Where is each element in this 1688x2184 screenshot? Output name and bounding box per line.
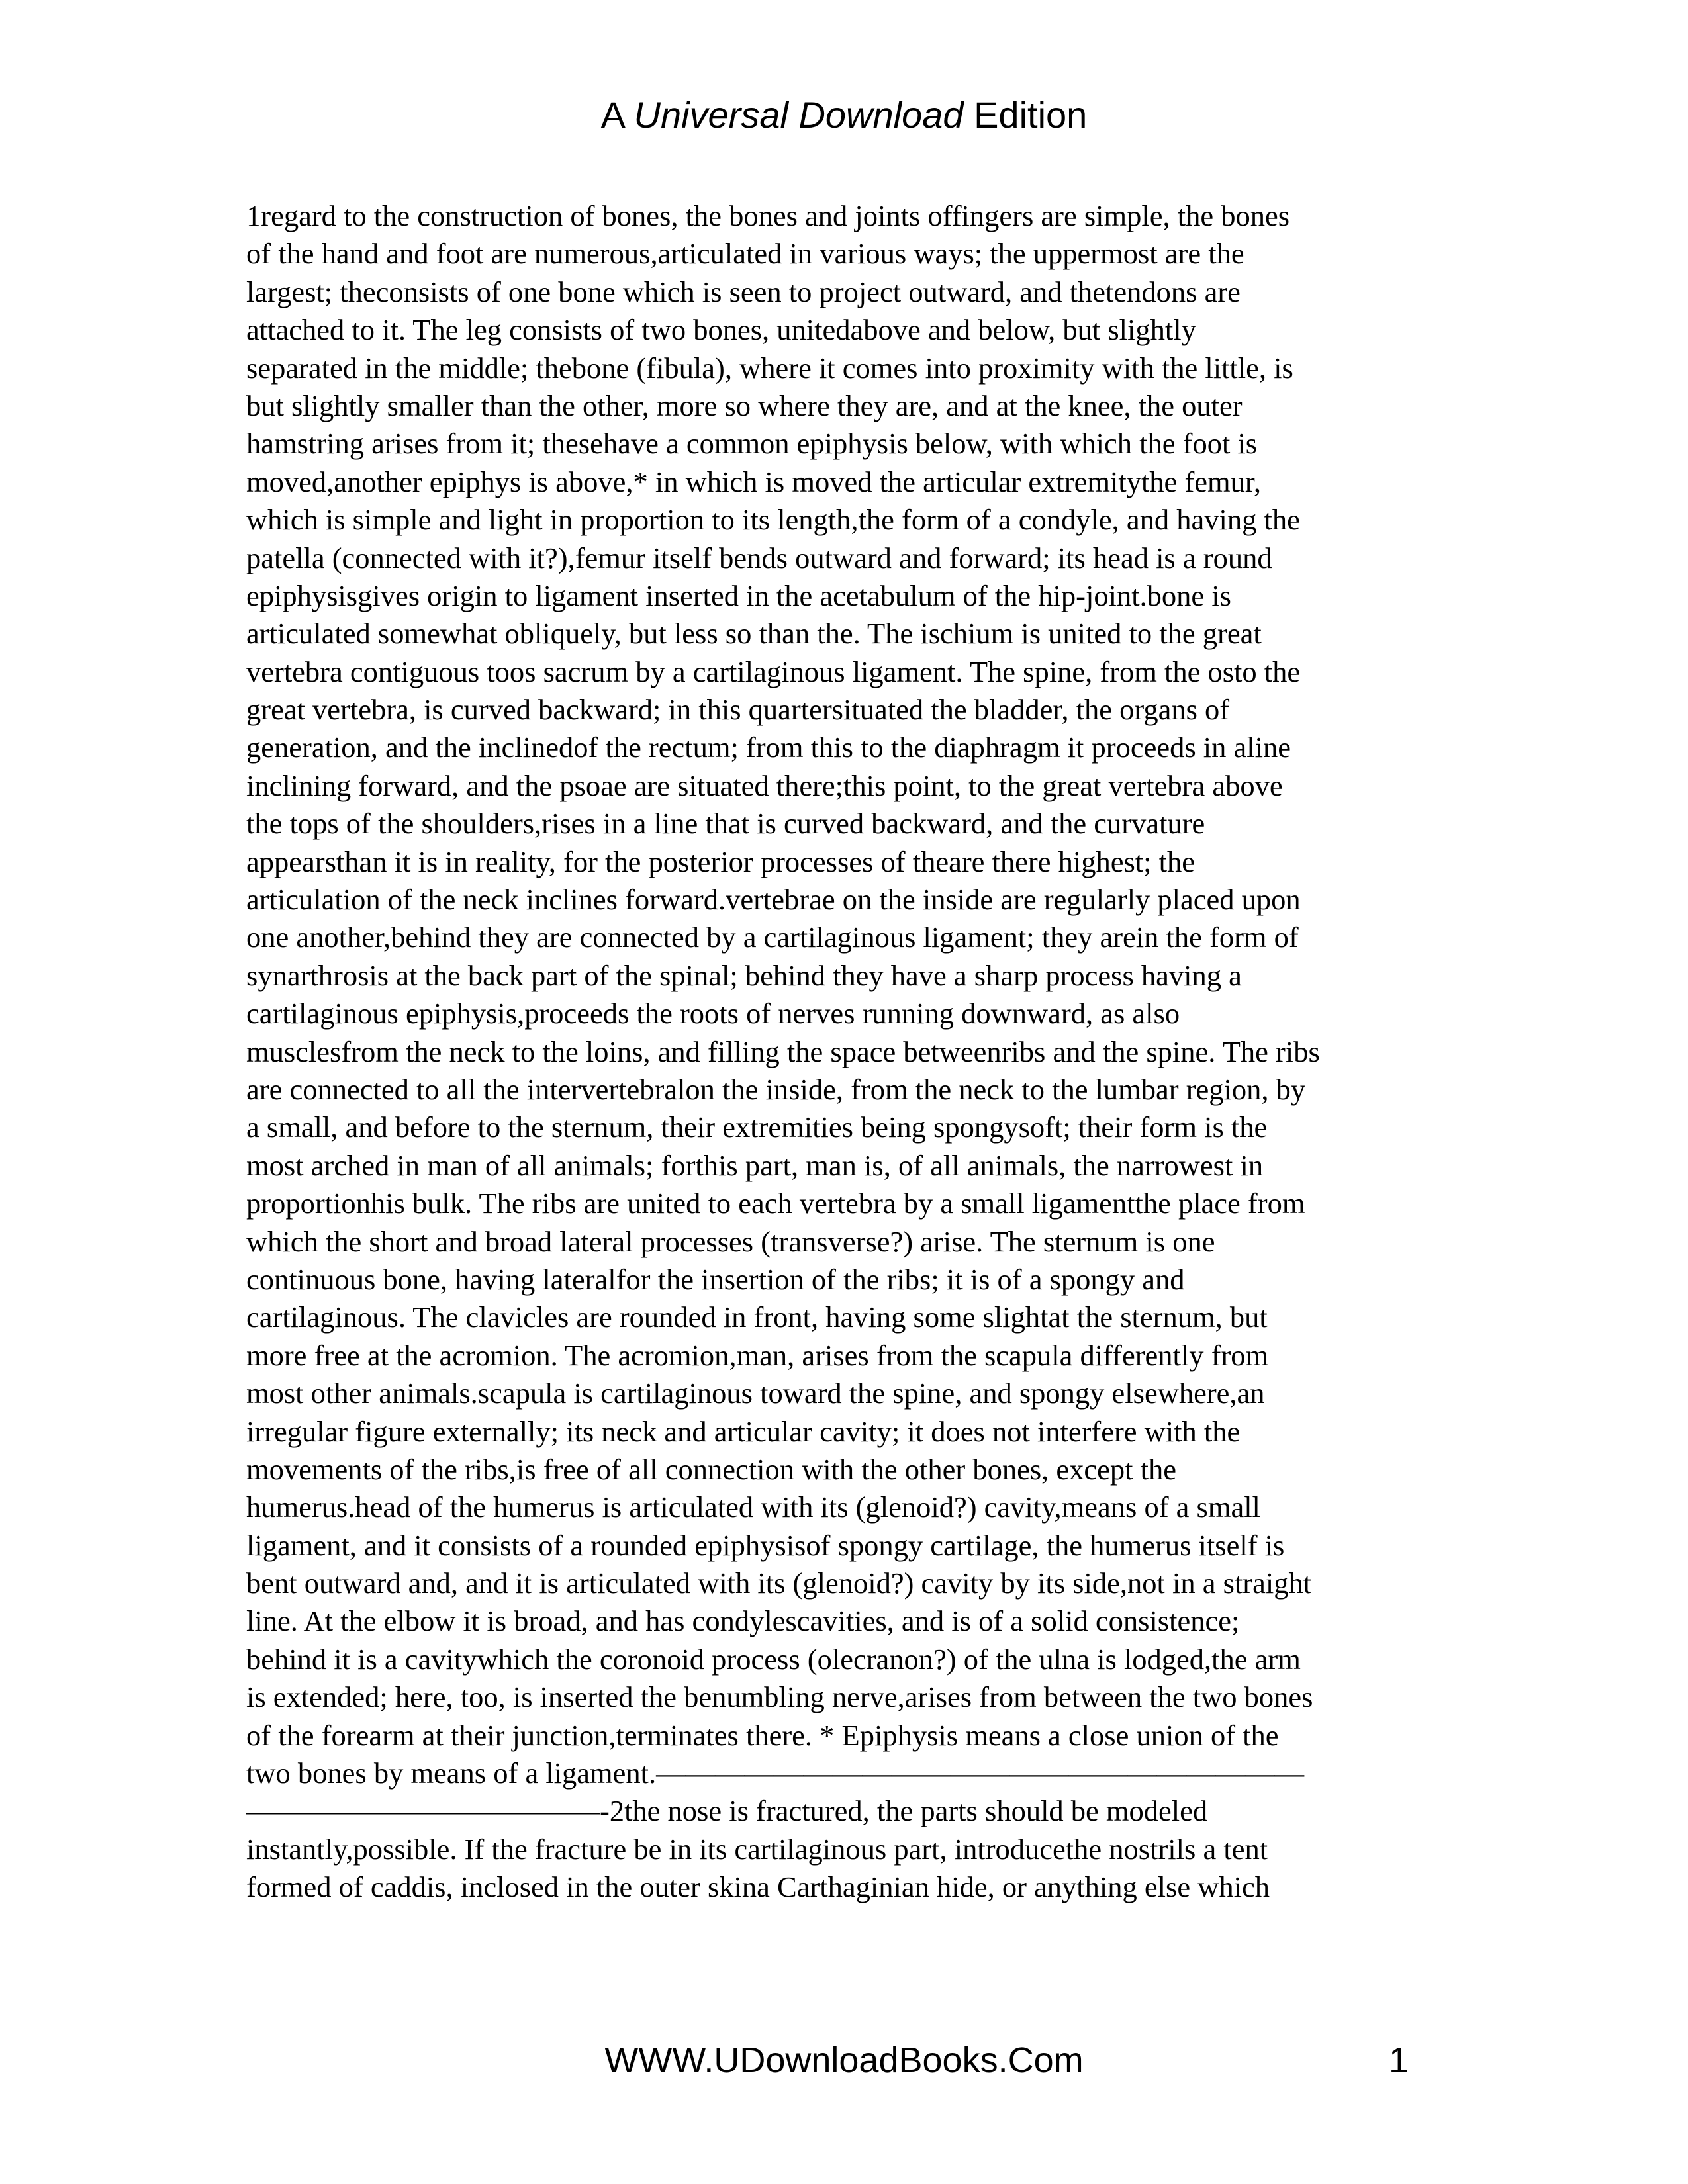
body-line: great vertebra, is curved backward; in this quartersituated the bladder, the organs of [246, 693, 1230, 727]
footer-website: WWW.UDownloadBooks.Com [604, 2040, 1084, 2080]
body-line: of the hand and foot are numerous,articulated in various ways; the uppermost are the [246, 237, 1244, 271]
body-line: hamstring arises from it; thesehave a common epiphysis below, with which the foot is [246, 427, 1258, 461]
body-line: are connected to all the intervertebralon the inside, from the neck to the lumbar region, by [246, 1072, 1306, 1106]
header-suffix: Edition [963, 94, 1088, 136]
body-line: articulation of the neck inclines forward.vertebrae on the inside are regularly placed upon [246, 883, 1301, 917]
body-line: ligament, and it consists of a rounded epiphysisof spongy cartilage, the humerus itself is [246, 1528, 1285, 1562]
body-line: instantly,possible. If the fracture be in its cartilaginous part, introducethe nostrils a tent [246, 1832, 1268, 1866]
body-line: irregular figure externally; its neck and articular cavity; it does not interfere with the [246, 1414, 1241, 1448]
body-line: humerus.head of the humerus is articulated with its (glenoid?) cavity,means of a small [246, 1490, 1260, 1524]
body-line: but slightly smaller than the other, more so where they are, and at the knee, the outer [246, 388, 1243, 422]
body-line: appearsthan it is in reality, for the posterior processes of theare there highest; the [246, 844, 1195, 878]
body-line: synarthrosis at the back part of the spinal; behind they have a sharp process having a [246, 958, 1242, 992]
body-line: movements of the ribs,is free of all connection with the other bones, except the [246, 1452, 1177, 1486]
body-line: of the forearm at their junction,terminates there. * Epiphysis means a close union of the [246, 1718, 1279, 1752]
header-prefix: A [600, 94, 634, 136]
body-line: separated in the middle; thebone (fibula), where it comes into proximity with the little, is [246, 351, 1293, 385]
body-line: behind it is a cavitywhich the coronoid process (olecranon?) of the ulna is lodged,the arm [246, 1642, 1301, 1676]
body-line: is extended; here, too, is inserted the benumbling nerve,arises from between the two bones [246, 1680, 1313, 1714]
body-line: bent outward and, and it is articulated with its (glenoid?) cavity by its side,not in a straight [246, 1567, 1312, 1600]
body-line: 1regard to the construction of bones, the bones and joints offingers are simple, the bones [246, 199, 1290, 232]
body-line: which is simple and light in proportion to its length,the form of a condyle, and having the [246, 503, 1300, 537]
body-line: ————————————-2the nose is fractured, the parts should be modeled [246, 1794, 1208, 1828]
body-line: inclining forward, and the psoae are situated there;this point, to the great vertebra above [246, 768, 1283, 802]
body-line: formed of caddis, inclosed in the outer skina Carthaginian hide, or anything else which [246, 1870, 1270, 1904]
body-line: cartilaginous. The clavicles are rounded in front, having some slightat the sternum, but [246, 1300, 1268, 1334]
body-line: moved,another epiphys is above,* in which is moved the articular extremitythe femur, [246, 465, 1262, 498]
body-line: a small, and before to the sternum, their extremities being spongysoft; their form is the [246, 1111, 1268, 1144]
body-line: proportionhis bulk. The ribs are united to each vertebra by a small ligamentthe place from [246, 1187, 1305, 1220]
body-line: generation, and the inclinedof the rectum; from this to the diaphragm it proceeds in aline [246, 731, 1291, 764]
page-header [0, 93, 1688, 137]
body-line: the tops of the shoulders,rises in a line that is curved backward, and the curvature [246, 807, 1205, 841]
header-italic-title: Universal Download [633, 94, 964, 136]
body-line: more free at the acromion. The acromion,man, arises from the scapula differently from [246, 1338, 1269, 1372]
body-line: articulated somewhat obliquely, but less so than the. The ischium is united to the great [246, 617, 1262, 651]
body-line: largest; theconsists of one bone which is seen to project outward, and thetendons are [246, 275, 1241, 308]
body-line: epiphysisgives origin to ligament inserted in the acetabulum of the hip-joint.bone is [246, 578, 1231, 612]
body-line: line. At the elbow it is broad, and has condylescavities, and is of a solid consistence; [246, 1604, 1240, 1638]
body-line: two bones by means of a ligament.—————————————————————— [246, 1756, 1305, 1790]
body-line: vertebra contiguous toos sacrum by a cartilaginous ligament. The spine, from the osto the [246, 655, 1301, 688]
page-number: 1 [1389, 2040, 1409, 2080]
body-line: one another,behind they are connected by a cartilaginous ligament; they arein the form of [246, 921, 1299, 954]
body-line: attached to it. The leg consists of two bones, unitedabove and below, but slightly [246, 313, 1196, 347]
body-line: continuous bone, having lateralfor the insertion of the ribs; it is of a spongy and [246, 1262, 1185, 1296]
body-line: which the short and broad lateral processes (transverse?) arise. The sternum is one [246, 1224, 1215, 1258]
page-body-text [246, 197, 1471, 1907]
body-line: musclesfrom the neck to the loins, and filling the space betweenribs and the spine. The ribs [246, 1034, 1320, 1068]
body-line: most arched in man of all animals; forthis part, man is, of all animals, the narrowest in [246, 1148, 1264, 1182]
body-line: cartilaginous epiphysis,proceeds the roots of nerves running downward, as also [246, 997, 1180, 1030]
body-line: most other animals.scapula is cartilaginous toward the spine, and spongy elsewhere,an [246, 1377, 1265, 1410]
body-line: patella (connected with it?),femur itself bends outward and forward; its head is a round [246, 541, 1272, 574]
